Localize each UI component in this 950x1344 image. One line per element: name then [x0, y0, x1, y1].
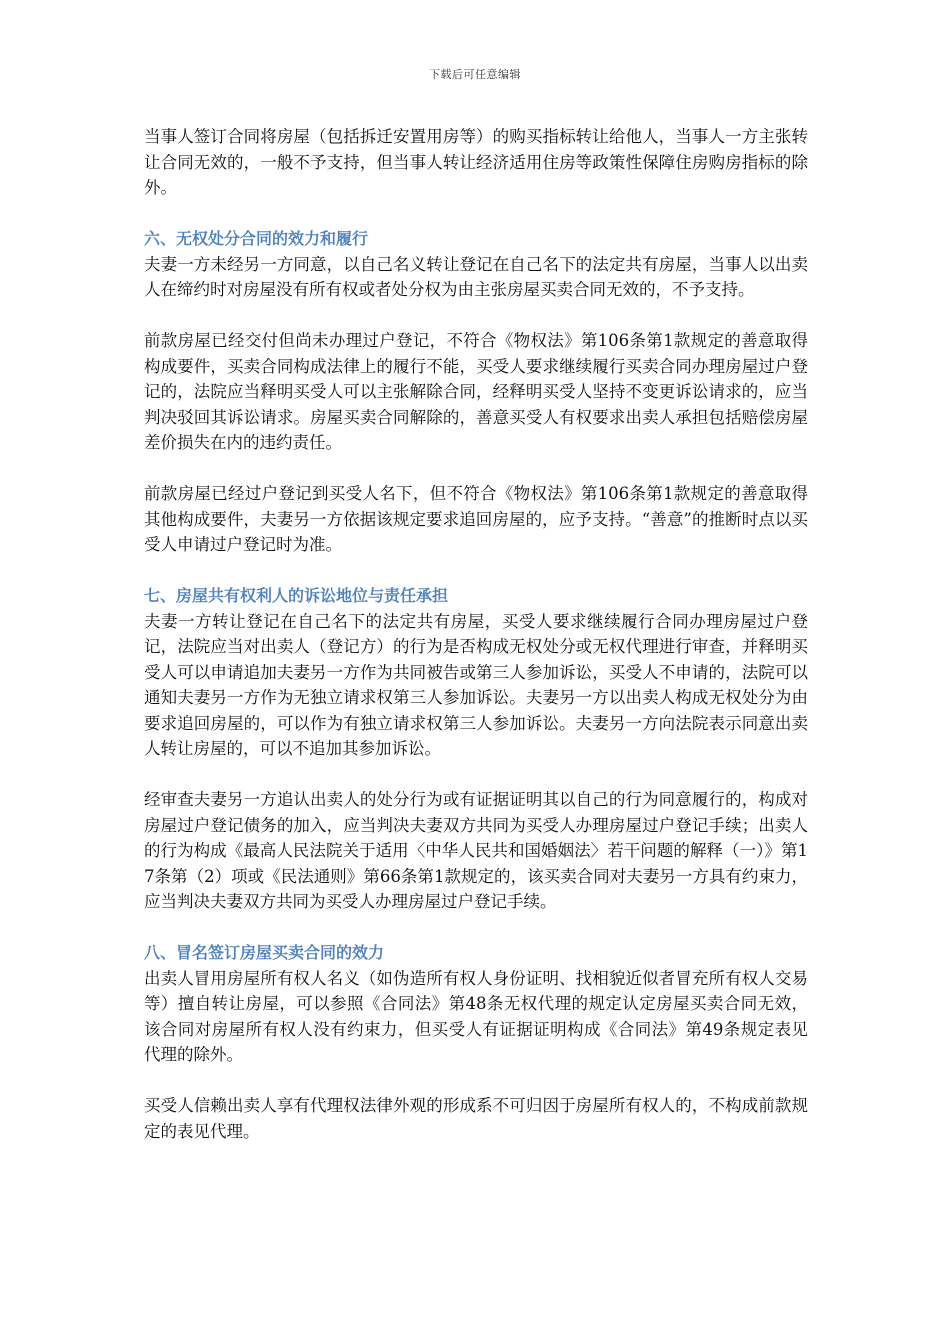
section-paragraph: 买受人信赖出卖人享有代理权法律外观的形成系不可归因于房屋所有权人的，不构成前款规定的表见代理。 [144, 1096, 808, 1141]
section-heading: 八、冒名签订房屋买卖合同的效力 [144, 943, 385, 962]
section-6 [144, 226, 808, 558]
page-header-note: 下载后可任意编辑 [429, 68, 521, 81]
section-paragraph: 夫妻一方转让登记在自己名下的法定共有房屋，买受人要求继续履行合同办理房屋过户登记，法院应当对出卖人（登记方）的行为是否构成无权处分或无权代理进行审查，并释明买受人可以申请追加夫妻另一方作为共同被告或第三人参加诉讼，买受人不申请的，法院可以通知夫妻另一方作为无独立请求权第三人参加诉讼。夫妻另一方以出卖人构成无权处分为由要求追回房屋的，可以作为有独立请求权第三人参加诉讼。夫妻另一方向法院表示同意出卖人转让房屋的，可以不追加其参加诉讼。 [144, 611, 808, 758]
intro-paragraph: 当事人签订合同将房屋（包括拆迁安置用房等）的购买指标转让给他人，当事人一方主张转让合同无效的，一般不予支持，但当事人转让经济适用住房等政策性保障住房购房指标的除外。 [144, 127, 808, 197]
section-paragraph: 前款房屋已经过户登记到买受人名下，但不符合《物权法》第106条第1款规定的善意取得其他构成要件，夫妻另一方依据该规定要求追回房屋的，应予支持。“善意”的推断时点以买受人申请过户登记时为准。 [144, 484, 808, 554]
section-paragraph: 出卖人冒用房屋所有权人名义（如伪造所有权人身份证明、找相貌近似者冒充所有权人交易等）擅自转让房屋，可以参照《合同法》第48条无权代理的规定认定房屋买卖合同无效，该合同对房屋所有权人没有约束力，但买受人有证据证明构成《合同法》第49条规定表见代理的除外。 [144, 968, 808, 1064]
section-paragraph: 夫妻一方未经另一方同意，以自己名义转让登记在自己名下的法定共有房屋，当事人以出卖人在缔约时对房屋没有所有权或者处分权为由主张房屋买卖合同无效的，不予支持。 [144, 254, 808, 299]
section-7 [144, 583, 808, 915]
section-heading: 七、房屋共有权利人的诉讼地位与责任承担 [144, 586, 449, 605]
section-heading: 六、无权处分合同的效力和履行 [144, 229, 369, 248]
document-body [144, 124, 808, 1170]
section-paragraph: 经审查夫妻另一方追认出卖人的处分行为或有证据证明其以自己的行为同意履行的，构成对房屋过户登记债务的加入，应当判决夫妻双方共同为买受人办理房屋过户登记手续；出卖人的行为构成《最高人民法院关于适用〈中华人民共和国婚姻法〉若干问题的解释（一）》第17条第（2）项或《民法通则》第66条第1款规定的，该买卖合同对夫妻另一方具有约束力，应当判决夫妻双方共同为买受人办理房屋过户登记手续。 [144, 790, 808, 911]
section-paragraph: 前款房屋已经交付但尚未办理过户登记，不符合《物权法》第106条第1款规定的善意取得构成要件，买卖合同构成法律上的履行不能，买受人要求继续履行买卖合同办理房屋过户登记的，法院应当释明买受人可以主张解除合同，经释明买受人坚持不变更诉讼请求的，应当判决驳回其诉讼请求。房屋买卖合同解除的，善意买受人有权要求出卖人承担包括赔偿房屋差价损失在内的违约责任。 [144, 331, 808, 452]
section-8 [144, 940, 808, 1144]
